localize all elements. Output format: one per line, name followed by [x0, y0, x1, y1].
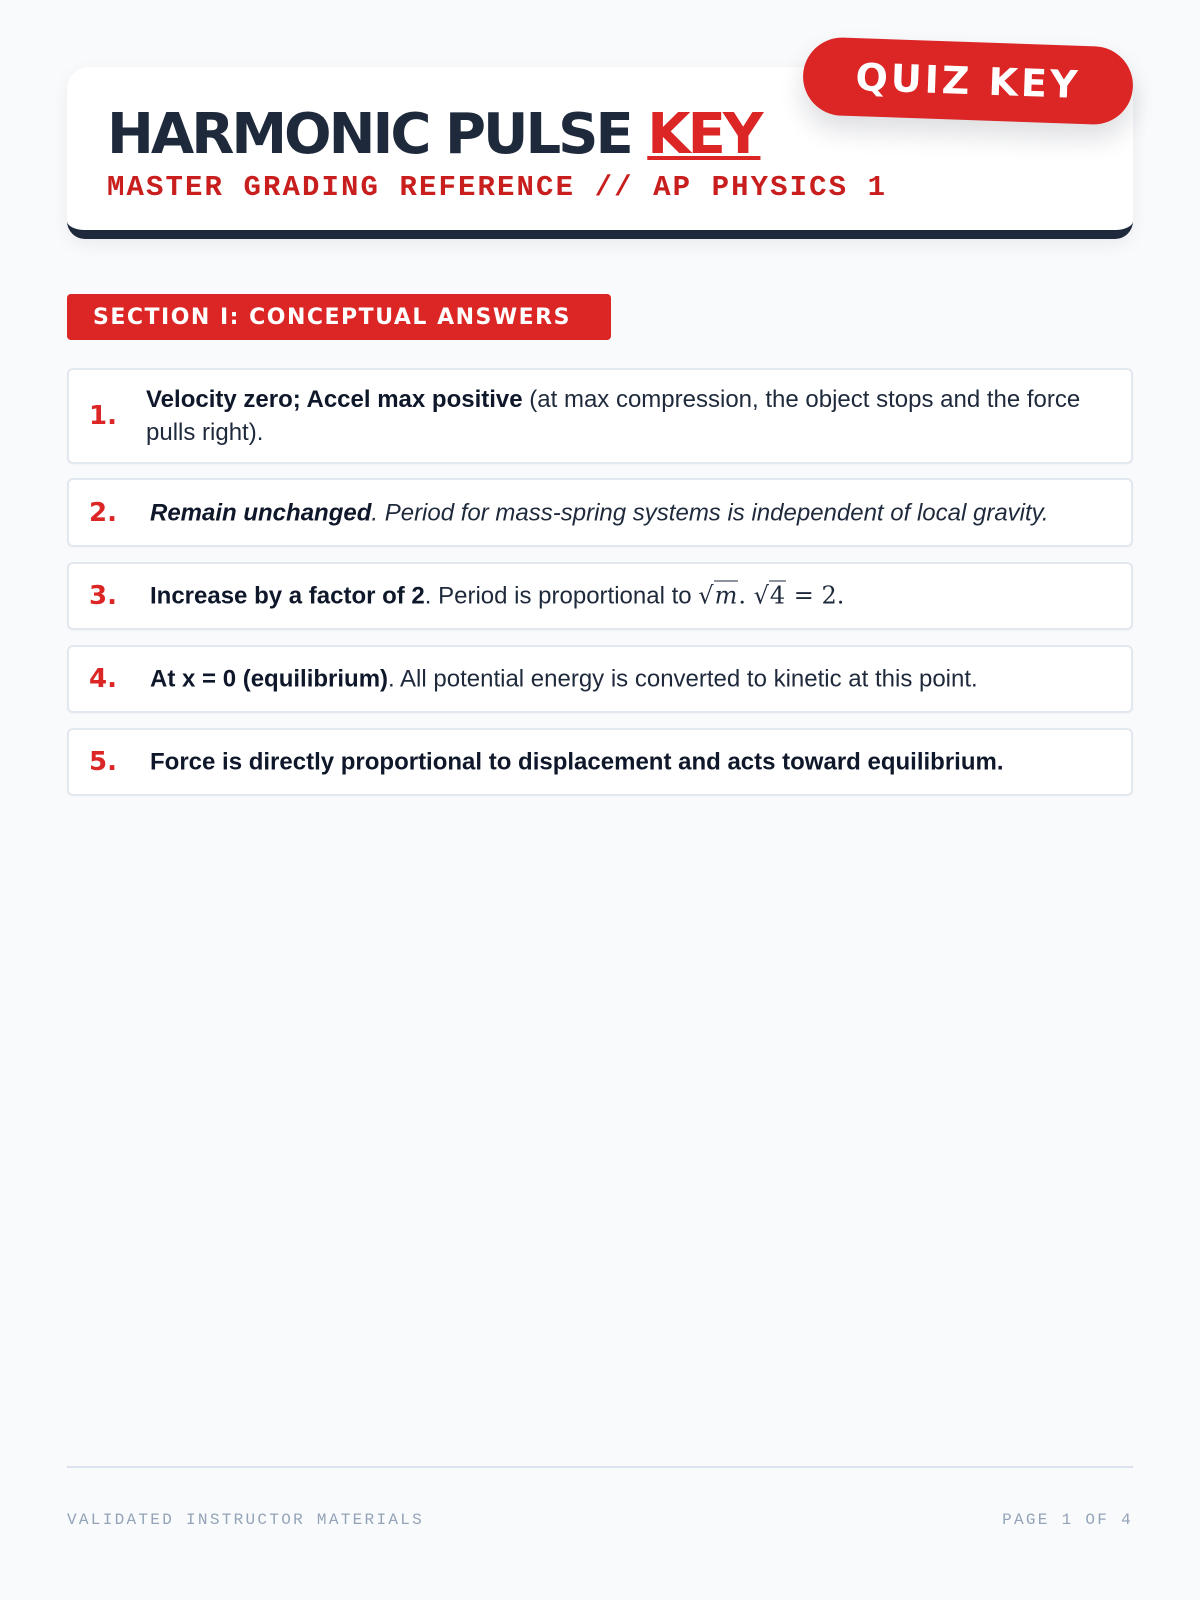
sqrt-symbol: √m: [698, 581, 738, 610]
footer-divider: [67, 1466, 1133, 1468]
math-variable: m: [714, 581, 738, 610]
answer-text: [146, 383, 1107, 449]
answer-number: 4.: [89, 664, 117, 694]
section-heading: SECTION I: CONCEPTUAL ANSWERS: [67, 294, 611, 340]
math-expression: [698, 582, 844, 610]
answer-text: [150, 580, 1107, 613]
page-number: PAGE 1 OF 4: [1002, 1511, 1133, 1529]
answer-detail: . All potential energy is converted to kinetic at this point.: [388, 665, 978, 693]
answer-lead: Velocity zero; Accel max positive: [146, 386, 523, 413]
answer-number: 3.: [89, 581, 117, 611]
answer-lead: At x = 0 (equilibrium): [150, 665, 389, 693]
math-radicand: 4: [769, 581, 786, 610]
quiz-key-badge: QUIZ KEY: [802, 36, 1135, 125]
math-result: = 2.: [786, 581, 845, 610]
footer-note: VALIDATED INSTRUCTOR MATERIALS: [67, 1511, 425, 1529]
page-title: [107, 102, 761, 167]
answer-number: 2.: [89, 497, 117, 528]
title-main: HARMONIC PULSE: [107, 102, 631, 167]
math-separator: .: [738, 581, 754, 610]
answer-text: [150, 746, 1107, 779]
title-accent: KEY: [647, 102, 761, 167]
answer-item: [67, 562, 1133, 630]
answer-lead: Increase by a factor of 2: [150, 582, 425, 610]
answer-item: [67, 368, 1133, 464]
answer-number: 1.: [89, 401, 117, 431]
answer-lead: Remain unchanged: [150, 499, 372, 526]
answer-item: [67, 728, 1133, 796]
answer-lead: Force is directly proportional to displacement and acts toward equilibrium.: [150, 748, 1004, 776]
answer-detail: . Period for mass-spring systems is independent of local gravity.: [371, 499, 1049, 526]
answer-item: [67, 645, 1133, 713]
answer-item: [67, 478, 1133, 547]
answer-detail: . Period is proportional to: [424, 582, 699, 610]
page-subtitle: MASTER GRADING REFERENCE // AP PHYSICS 1: [107, 171, 888, 204]
answer-text: [150, 496, 1107, 529]
answer-text: [150, 663, 1107, 696]
sqrt-symbol: √4: [753, 581, 786, 610]
answer-number: 5.: [89, 747, 117, 777]
answer-detail: (at max compression, the object stops and the force pulls right).: [146, 386, 1081, 446]
